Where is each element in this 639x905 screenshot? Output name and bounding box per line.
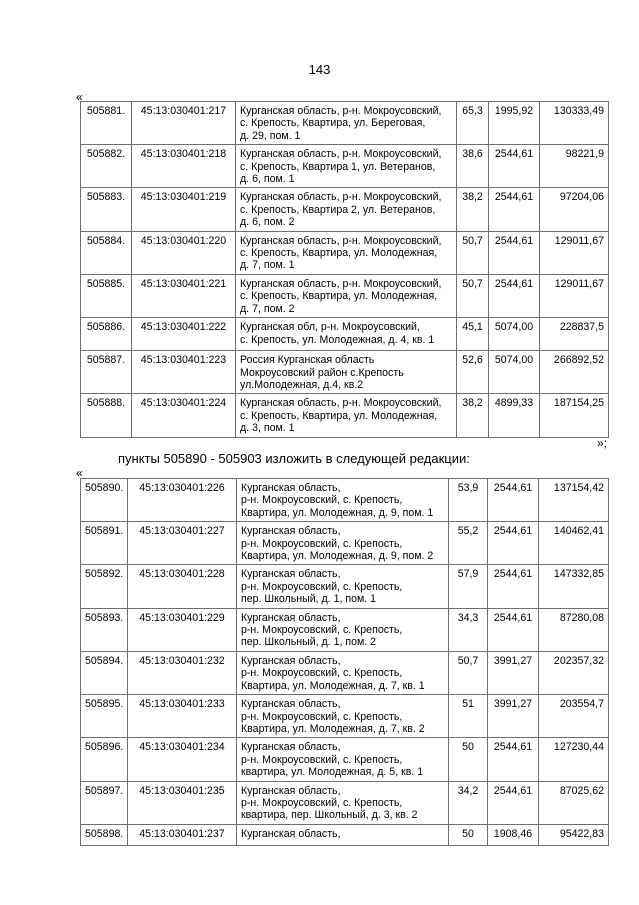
table-row bbox=[81, 479, 609, 522]
table-row bbox=[81, 738, 609, 781]
address-line: Курганская область, р-н. Мокроусовский, bbox=[240, 277, 442, 290]
total-value-cell: 187154,25 bbox=[540, 394, 609, 437]
address-line: р-н. Мокроусовский, с. Крепость, bbox=[241, 624, 403, 637]
cadastral-number-cell: 45:13:030401:224 bbox=[132, 394, 236, 437]
unit-price-cell: 5074,00 bbox=[489, 318, 540, 351]
unit-price-cell: 2544,61 bbox=[489, 145, 540, 188]
address-line: с. Крепость, Квартира 1, ул. Ветеранов, bbox=[240, 160, 436, 173]
address-line: Россия Курганская область bbox=[240, 354, 375, 367]
area-cell: 53,9 bbox=[449, 479, 488, 522]
area-cell: 51 bbox=[449, 695, 488, 738]
area-cell: 50 bbox=[449, 824, 488, 845]
total-value-cell: 140462,41 bbox=[539, 522, 609, 565]
row-number-cell: 505897. bbox=[81, 781, 128, 824]
address-cell bbox=[236, 394, 457, 437]
row-number-cell: 505891. bbox=[81, 522, 128, 565]
area-cell: 38,6 bbox=[457, 145, 489, 188]
address-line: р-н. Мокроусовский, с. Крепость, bbox=[241, 494, 403, 507]
table-row bbox=[81, 565, 609, 608]
row-number-cell: 505898. bbox=[81, 824, 128, 845]
address-line: Курганская область, bbox=[241, 525, 341, 538]
total-value-cell: 130333,49 bbox=[540, 102, 609, 145]
address-line: Курганская область, р-н. Мокроусовский, bbox=[240, 105, 442, 117]
address-line: Курганская обл, р-н. Мокроусовский, bbox=[240, 321, 420, 334]
unit-price-cell: 2544,61 bbox=[488, 565, 539, 608]
unit-price-cell: 4899,33 bbox=[489, 394, 540, 437]
area-cell: 50,7 bbox=[449, 651, 488, 694]
address-line: Курганская область, bbox=[241, 482, 341, 494]
table-row bbox=[81, 188, 609, 231]
total-value-cell: 127230,44 bbox=[539, 738, 609, 781]
table-row bbox=[81, 231, 609, 274]
area-cell: 38,2 bbox=[457, 394, 489, 437]
address-line: пер. Школьный, д. 1, пом. 1 bbox=[241, 593, 377, 606]
total-value-cell: 87025,62 bbox=[539, 781, 609, 824]
address-line: д. 7, пом. 1 bbox=[240, 259, 295, 272]
table-row bbox=[81, 608, 609, 651]
cadastral-number-cell: 45:13:030401:223 bbox=[132, 351, 236, 394]
unit-price-cell: 2544,61 bbox=[489, 188, 540, 231]
address-line: Курганская область, р-н. Мокроусовский, bbox=[240, 191, 442, 204]
area-cell: 50 bbox=[449, 738, 488, 781]
total-value-cell: 97204,06 bbox=[540, 188, 609, 231]
registry-table-1 bbox=[80, 101, 609, 438]
area-cell: 34,2 bbox=[449, 781, 488, 824]
address-line: Мокроусовский район с.Крепость bbox=[240, 366, 404, 379]
row-number-cell: 505896. bbox=[81, 738, 128, 781]
address-cell bbox=[237, 738, 449, 781]
cadastral-number-cell: 45:13:030401:235 bbox=[128, 781, 237, 824]
row-number-cell: 505885. bbox=[81, 274, 132, 317]
address-line: пер. Школьный, д. 1, пом. 2 bbox=[241, 636, 377, 649]
cadastral-number-cell: 45:13:030401:237 bbox=[128, 824, 237, 845]
address-line: Курганская область, р-н. Мокроусовский, bbox=[240, 234, 442, 247]
close-quote: »; bbox=[597, 436, 608, 450]
table-row bbox=[81, 351, 609, 394]
address-line: ул.Молодежная, д.4, кв.2 bbox=[240, 378, 364, 391]
row-number-cell: 505890. bbox=[81, 479, 128, 522]
address-line: Курганская область, bbox=[241, 784, 341, 797]
address-line: д. 6, пом. 1 bbox=[240, 173, 295, 186]
cadastral-number-cell: 45:13:030401:220 bbox=[132, 231, 236, 274]
page-number: 143 bbox=[308, 62, 331, 77]
area-cell: 52,6 bbox=[457, 351, 489, 394]
table-row bbox=[81, 318, 609, 351]
address-line: с. Крепость, ул. Молодежная, д. 4, кв. 1 bbox=[240, 333, 435, 346]
address-line: Курганская область, bbox=[241, 568, 341, 581]
total-value-cell: 202357,32 bbox=[539, 651, 609, 694]
address-line: Курганская область, р-н. Мокроусовский, bbox=[240, 148, 442, 161]
row-number-cell: 505892. bbox=[81, 565, 128, 608]
cadastral-number-cell: 45:13:030401:217 bbox=[132, 102, 236, 145]
address-line: Квартира, ул. Молодежная, д. 7, кв. 1 bbox=[241, 679, 425, 692]
table-row bbox=[81, 695, 609, 738]
table-row bbox=[81, 102, 609, 145]
row-number-cell: 505888. bbox=[81, 394, 132, 437]
total-value-cell: 87280,08 bbox=[539, 608, 609, 651]
area-cell: 50,7 bbox=[457, 231, 489, 274]
total-value-cell: 95422,83 bbox=[539, 824, 609, 845]
open-quote-second: « bbox=[76, 466, 83, 480]
address-cell bbox=[237, 565, 449, 608]
address-line: Курганская область, bbox=[241, 654, 341, 667]
row-number-cell: 505893. bbox=[81, 608, 128, 651]
address-line: д. 29, пом. 1 bbox=[240, 129, 301, 142]
unit-price-cell: 2544,61 bbox=[489, 274, 540, 317]
address-line: д. 3, пом. 1 bbox=[240, 422, 295, 435]
address-cell bbox=[236, 188, 457, 231]
address-cell bbox=[237, 695, 449, 738]
address-cell bbox=[236, 145, 457, 188]
address-line: д. 7, пом. 2 bbox=[240, 302, 295, 315]
total-value-cell: 98221,9 bbox=[540, 145, 609, 188]
address-line: р-н. Мокроусовский, с. Крепость, bbox=[241, 537, 403, 550]
address-cell bbox=[236, 351, 457, 394]
address-line: с. Крепость, Квартира, ул. Молодежная, bbox=[240, 247, 438, 260]
address-line: Курганская область, р-н. Мокроусовский, bbox=[240, 397, 442, 410]
cadastral-number-cell: 45:13:030401:219 bbox=[132, 188, 236, 231]
address-line: Квартира, ул. Молодежная, д. 7, кв. 2 bbox=[241, 722, 425, 735]
address-line: квартира, ул. Молодежная, д. 5, кв. 1 bbox=[241, 766, 424, 779]
address-cell bbox=[236, 318, 457, 351]
total-value-cell: 147332,85 bbox=[539, 565, 609, 608]
area-cell: 50,7 bbox=[457, 274, 489, 317]
cadastral-number-cell: 45:13:030401:226 bbox=[128, 479, 237, 522]
cadastral-number-cell: 45:13:030401:228 bbox=[128, 565, 237, 608]
unit-price-cell: 3991,27 bbox=[488, 695, 539, 738]
address-line: квартира, пер. Школьный, д. 3, кв. 2 bbox=[241, 809, 418, 822]
address-line: р-н. Мокроусовский, с. Крепость, bbox=[241, 753, 403, 766]
cadastral-number-cell: 45:13:030401:234 bbox=[128, 738, 237, 781]
row-number-cell: 505886. bbox=[81, 318, 132, 351]
cadastral-number-cell: 45:13:030401:232 bbox=[128, 651, 237, 694]
address-line: д. 6, пом. 2 bbox=[240, 216, 295, 229]
address-cell bbox=[237, 479, 449, 522]
unit-price-cell: 2544,61 bbox=[488, 608, 539, 651]
table-row bbox=[81, 651, 609, 694]
unit-price-cell: 5074,00 bbox=[489, 351, 540, 394]
area-cell: 57,9 bbox=[449, 565, 488, 608]
address-cell bbox=[237, 522, 449, 565]
cadastral-number-cell: 45:13:030401:221 bbox=[132, 274, 236, 317]
address-line: с. Крепость, Квартира, ул. Береговая, bbox=[240, 117, 426, 130]
address-line: Курганская область, bbox=[241, 827, 341, 840]
area-cell: 38,2 bbox=[457, 188, 489, 231]
address-line: с. Крепость, Квартира, ул. Молодежная, bbox=[240, 409, 438, 422]
table-row bbox=[81, 781, 609, 824]
table-row bbox=[81, 824, 609, 845]
total-value-cell: 266892,52 bbox=[540, 351, 609, 394]
unit-price-cell: 1995,92 bbox=[489, 102, 540, 145]
address-line: с. Крепость, Квартира 2, ул. Ветеранов, bbox=[240, 203, 436, 216]
address-line: Курганская область, bbox=[241, 698, 341, 711]
address-line: р-н. Мокроусовский, с. Крепость, bbox=[241, 710, 403, 723]
address-cell bbox=[237, 824, 449, 845]
address-cell bbox=[236, 274, 457, 317]
address-cell bbox=[237, 608, 449, 651]
table-row bbox=[81, 274, 609, 317]
cadastral-number-cell: 45:13:030401:229 bbox=[128, 608, 237, 651]
unit-price-cell: 2544,61 bbox=[488, 479, 539, 522]
address-line: Квартира, ул. Молодежная, д. 9, пом. 1 bbox=[241, 506, 434, 519]
open-quote-top: « bbox=[76, 90, 83, 104]
cadastral-number-cell: 45:13:030401:233 bbox=[128, 695, 237, 738]
table-row bbox=[81, 522, 609, 565]
address-line: р-н. Мокроусовский, с. Крепость, bbox=[241, 667, 403, 680]
table-row bbox=[81, 394, 609, 437]
area-cell: 34,3 bbox=[449, 608, 488, 651]
registry-table-2 bbox=[80, 478, 609, 846]
unit-price-cell: 2544,61 bbox=[488, 738, 539, 781]
unit-price-cell: 2544,61 bbox=[488, 522, 539, 565]
address-cell bbox=[237, 651, 449, 694]
address-line: Квартира, ул. Молодежная, д. 9, пом. 2 bbox=[241, 550, 434, 563]
unit-price-cell: 3991,27 bbox=[488, 651, 539, 694]
row-number-cell: 505887. bbox=[81, 351, 132, 394]
address-line: с. Крепость, Квартира, ул. Молодежная, bbox=[240, 290, 438, 303]
area-cell: 55,2 bbox=[449, 522, 488, 565]
cadastral-number-cell: 45:13:030401:227 bbox=[128, 522, 237, 565]
total-value-cell: 228837,5 bbox=[540, 318, 609, 351]
address-cell bbox=[237, 781, 449, 824]
instruction-text: пункты 505890 - 505903 изложить в следующей редакции: bbox=[118, 451, 470, 466]
row-number-cell: 505883. bbox=[81, 188, 132, 231]
row-number-cell: 505894. bbox=[81, 651, 128, 694]
unit-price-cell: 1908,46 bbox=[488, 824, 539, 845]
table-row bbox=[81, 145, 609, 188]
cadastral-number-cell: 45:13:030401:218 bbox=[132, 145, 236, 188]
cadastral-number-cell: 45:13:030401:222 bbox=[132, 318, 236, 351]
address-cell bbox=[236, 102, 457, 145]
row-number-cell: 505884. bbox=[81, 231, 132, 274]
area-cell: 45,1 bbox=[457, 318, 489, 351]
unit-price-cell: 2544,61 bbox=[488, 781, 539, 824]
address-line: р-н. Мокроусовский, с. Крепость, bbox=[241, 796, 403, 809]
row-number-cell: 505882. bbox=[81, 145, 132, 188]
total-value-cell: 137154,42 bbox=[539, 479, 609, 522]
address-line: Курганская область, bbox=[241, 611, 341, 624]
row-number-cell: 505895. bbox=[81, 695, 128, 738]
total-value-cell: 129011,67 bbox=[540, 231, 609, 274]
total-value-cell: 203554,7 bbox=[539, 695, 609, 738]
area-cell: 65,3 bbox=[457, 102, 489, 145]
row-number-cell: 505881. bbox=[81, 102, 132, 145]
address-line: р-н. Мокроусовский, с. Крепость, bbox=[241, 580, 403, 593]
total-value-cell: 129011,67 bbox=[540, 274, 609, 317]
address-line: Курганская область, bbox=[241, 741, 341, 754]
address-cell bbox=[236, 231, 457, 274]
unit-price-cell: 2544,61 bbox=[489, 231, 540, 274]
